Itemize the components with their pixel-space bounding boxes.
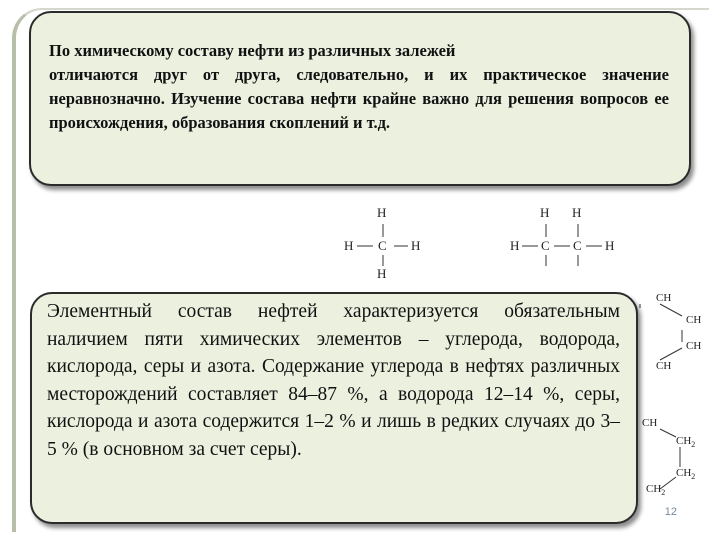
methane-c: C (378, 238, 387, 253)
ethane-h-left: H (510, 238, 520, 253)
methane-h-right: H (411, 238, 421, 253)
benzene-ring-structure (630, 290, 710, 375)
ethane-c1: C (541, 238, 550, 253)
methane-h-top: H (377, 205, 387, 220)
top-paragraph-line1: По химическому составу нефти из различных залежей (49, 41, 456, 60)
ethane-h-top2: H (572, 205, 582, 220)
bottom-paragraph: Элементный состав нефтей характеризуется обязательным наличием пяти химических элементов – углерода, водорода, кислорода, серы и азота. Содержание углерода в нефтях различных месторождений составляет 84–87 %, а водорода 12–14 %, серы, кислорода и азота содержится 1–2 % и лишь в редких случаях до 3–5 % (в основном за счет серы). (47, 301, 620, 460)
chain-ch-top: CH (642, 417, 658, 429)
bottom-text-box (30, 292, 638, 524)
top-paragraph (49, 39, 669, 135)
chain-ch2-right2: $CH_2$ (676, 467, 696, 482)
top-text-box (29, 11, 691, 186)
ring-ch-bottom: CH (656, 360, 672, 372)
ring-ch-right1: CH (686, 314, 702, 326)
ethane-h-right: H (605, 238, 615, 253)
methane-structure (340, 204, 430, 284)
methane-h-bottom: H (377, 266, 387, 281)
chain-ch2-bottom: $CH_2$ (646, 483, 666, 498)
page-number: 12 (664, 506, 677, 518)
ring-ch-top: CH (656, 292, 672, 304)
ethane-structure (508, 204, 628, 284)
chain-ch2-right1: $CH_2$ (676, 435, 696, 450)
ring-ch-right2: CH (686, 340, 702, 352)
methane-h-left: H (344, 238, 354, 253)
cyclic-chain-structure (630, 415, 710, 505)
ethane-c2: C (573, 238, 582, 253)
top-paragraph-rest: отличаются друг от друга, следовательно, и их практическое значение неравнозначно. Изучение состава нефти крайне важно для решения вопросов ее происхождения, образования скоплений и т.д. (49, 65, 669, 132)
ethane-h-top1: H (540, 205, 550, 220)
